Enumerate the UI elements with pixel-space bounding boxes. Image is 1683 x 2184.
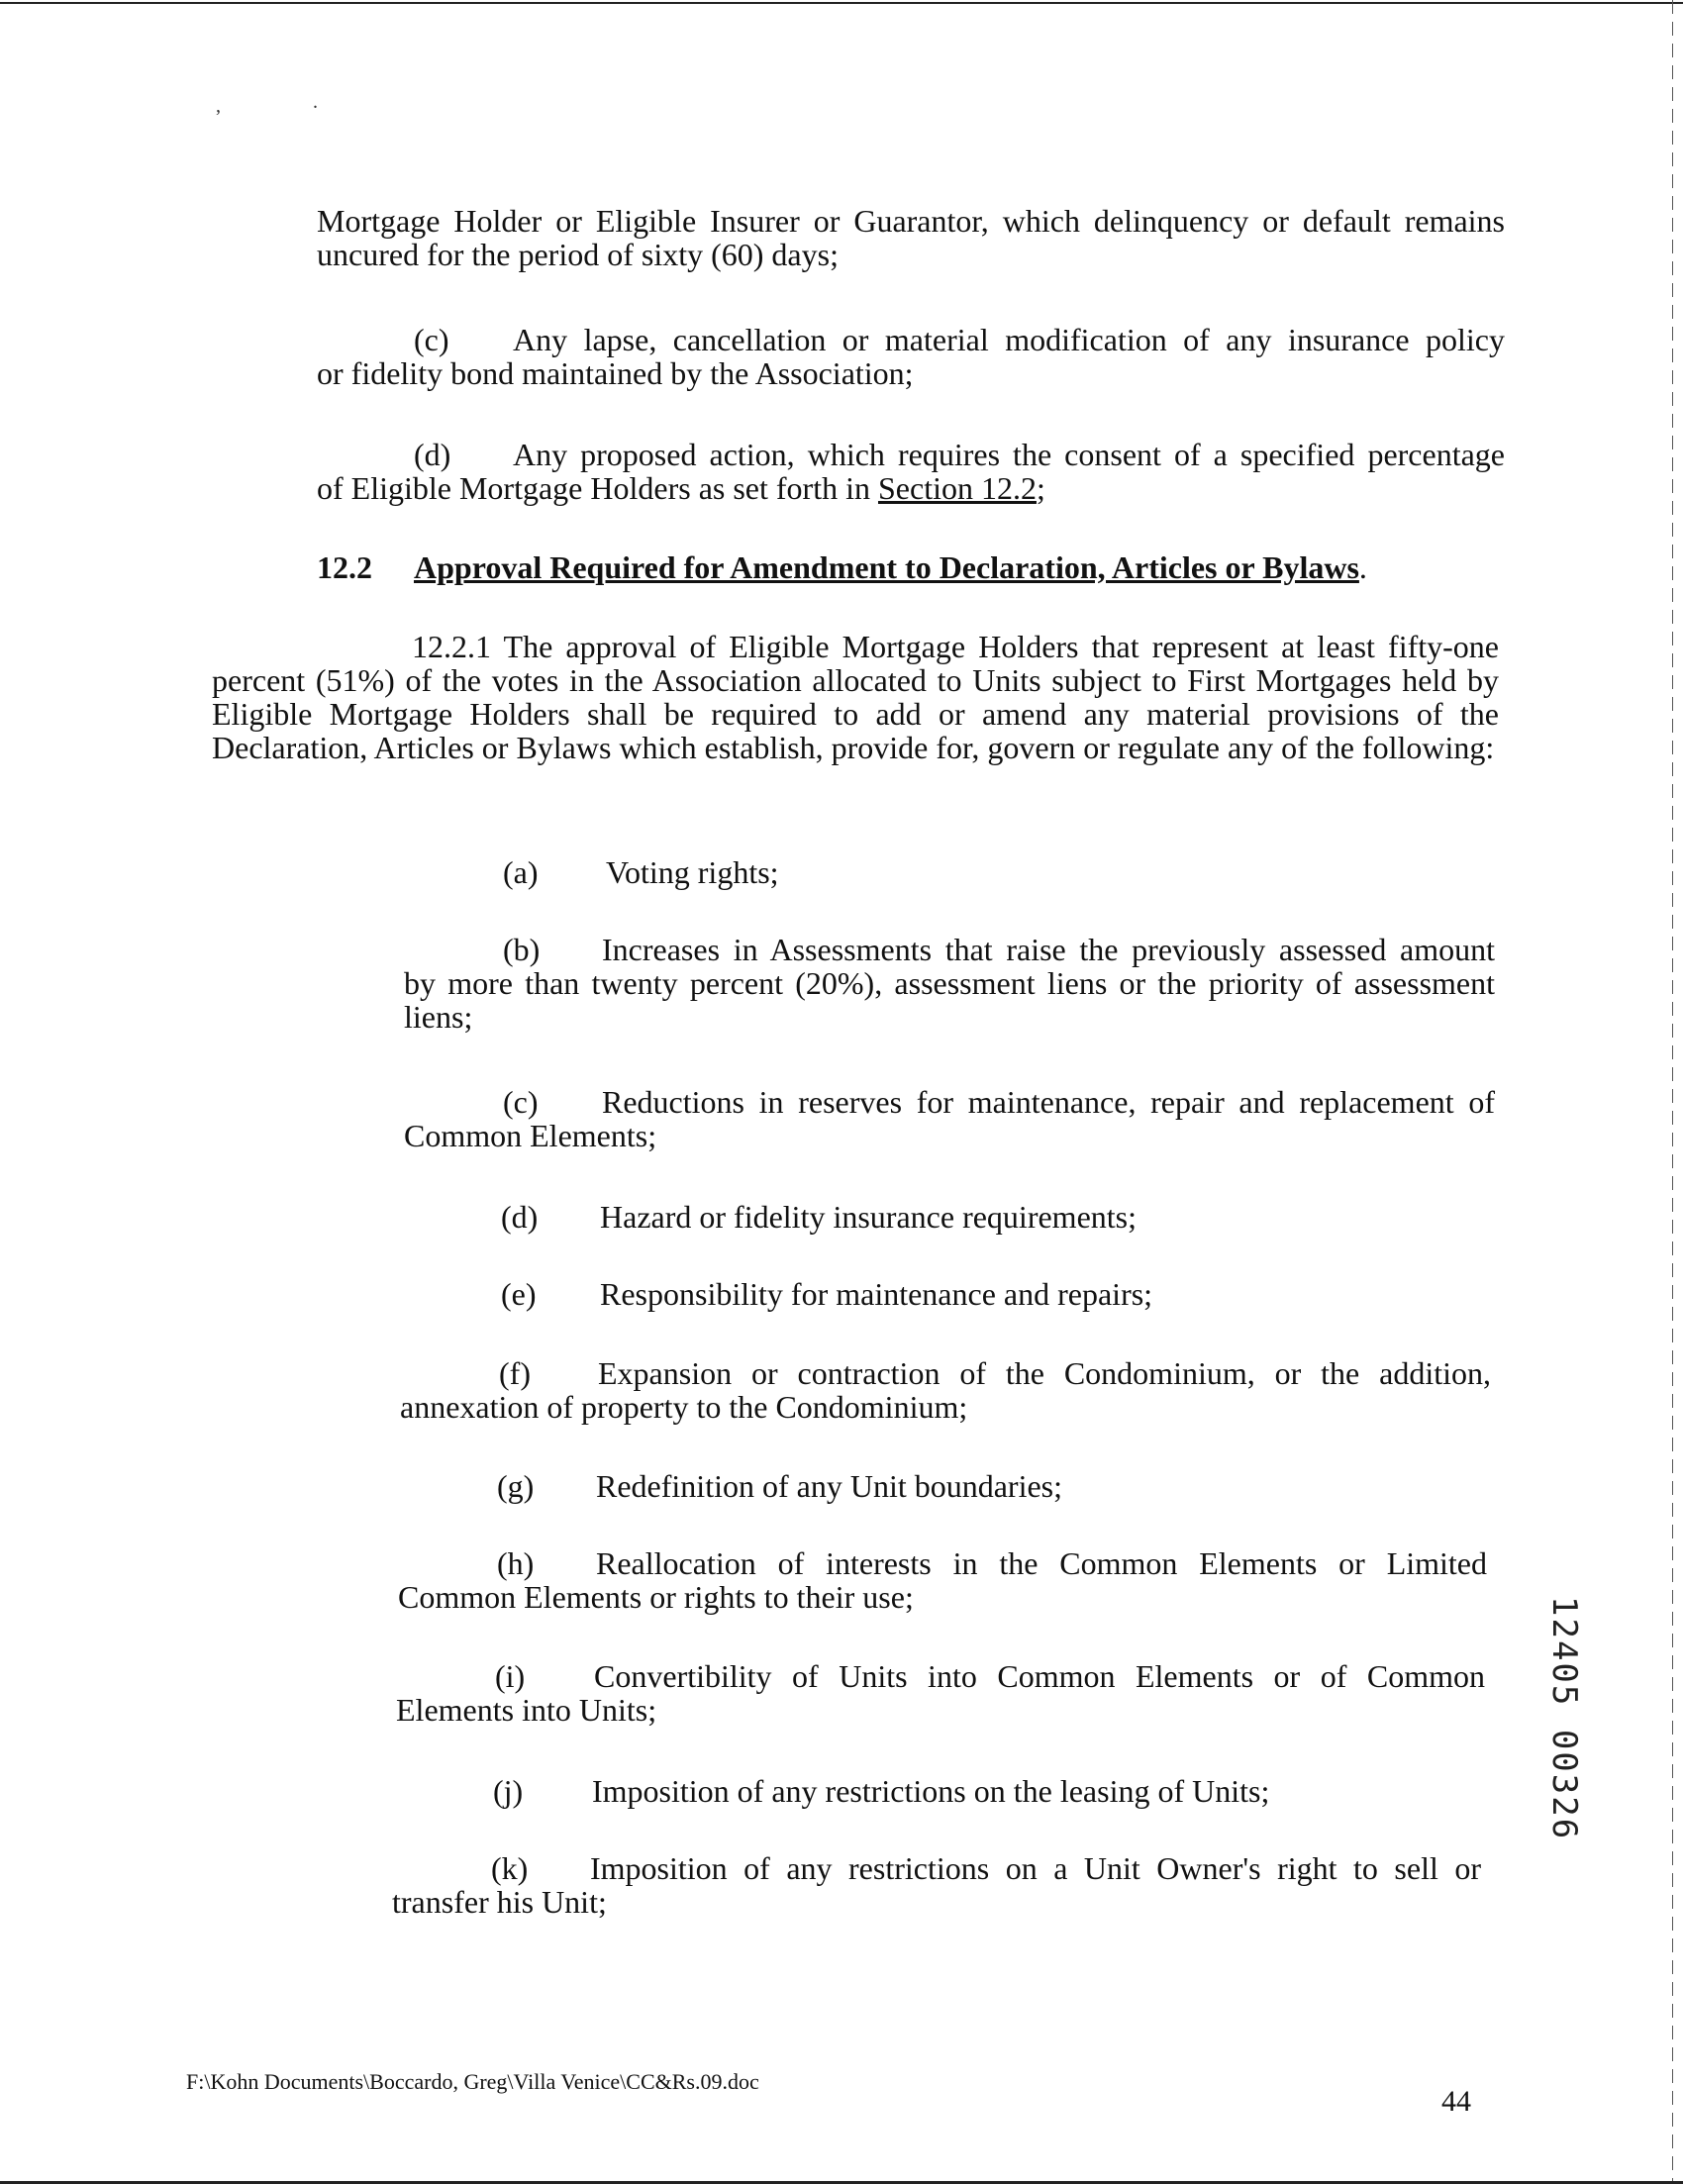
list-item-j: (j) Imposition of any restrictions on the leasing of Units; <box>493 1773 1270 1809</box>
recording-stamp: 12405 00326 <box>1544 1596 1584 1841</box>
list-item-e: (e) Responsibility for maintenance and repairs; <box>501 1276 1153 1312</box>
section-number: 12.2 <box>317 549 372 585</box>
section-reference: Section 12.2 <box>877 470 1037 506</box>
list-item-b: (b) Increases in Assessments that raise the previously assessed amount by more than twenty percent (20%), assessment liens or the priority of assessment liens; <box>404 932 1495 1035</box>
section-title: Approval Required for Amendment to Declaration, Articles or Bylaws <box>414 549 1359 585</box>
list-item-d: (d) Hazard or fidelity insurance requirements; <box>501 1199 1137 1235</box>
list-item-h: (h) Reallocation of interests in the Common Elements or Limited Common Elements or rights to their use; <box>398 1545 1487 1615</box>
list-item-i: (i) Convertibility of Units into Common Elements or of Common Elements into Units; <box>396 1658 1485 1728</box>
list-item-g: (g) Redefinition of any Unit boundaries; <box>497 1468 1063 1504</box>
list-item-k: (k) Imposition of any restrictions on a Unit Owner's right to sell or transfer his Unit; <box>392 1850 1481 1920</box>
subitem-d-label: (d) <box>414 437 451 472</box>
page-number: 44 <box>1441 2085 1471 2118</box>
intro-paragraph: 12.2.1 The approval of Eligible Mortgage Holders that represent at least fifty-one percent (51%) of the votes in the Association allocated to Units subject to First Mortgages held by Eligible Mortgage Holders shall be required to add or amend any material provisions of the Declaration, Articles or Bylaws which establish, provide for, govern or regulate any of the following: <box>212 629 1500 765</box>
list-item-c: (c) Reductions in reserves for maintenance, repair and replacement of Common Elements; <box>404 1084 1495 1153</box>
subitem-d: (d) Any proposed action, which requires the consent of a specified percentage of Eligible Mortgage Holders as set forth in Section 12.2; <box>317 437 1505 506</box>
scan-speck: , <box>216 95 221 117</box>
scan-speck: . <box>313 91 318 113</box>
continuation-paragraph: Mortgage Holder or Eligible Insurer or Guarantor, which delinquency or default remains uncured for the period of sixty (60) days; <box>317 203 1505 272</box>
footer-file-path: F:\Kohn Documents\Boccardo, Greg\Villa Venice\CC&Rs.09.doc <box>186 2069 759 2094</box>
subitem-c: (c) Any lapse, cancellation or material modification of any insurance policy or fidelity bond maintained by the Association; <box>317 322 1505 391</box>
scan-edge-top <box>0 2 1683 4</box>
list-item-f: (f) Expansion or contraction of the Condominium, or the addition, annexation of property to the Condominium; <box>400 1355 1491 1425</box>
section-heading: 12.2 Approval Required for Amendment to Declaration, Articles or Bylaws. <box>317 549 1367 585</box>
list-item-a: (a) Voting rights; <box>503 854 779 890</box>
scan-edge-right <box>1672 0 1673 2184</box>
intro-number: 12.2.1 <box>412 629 491 664</box>
subitem-c-label: (c) <box>414 322 449 357</box>
